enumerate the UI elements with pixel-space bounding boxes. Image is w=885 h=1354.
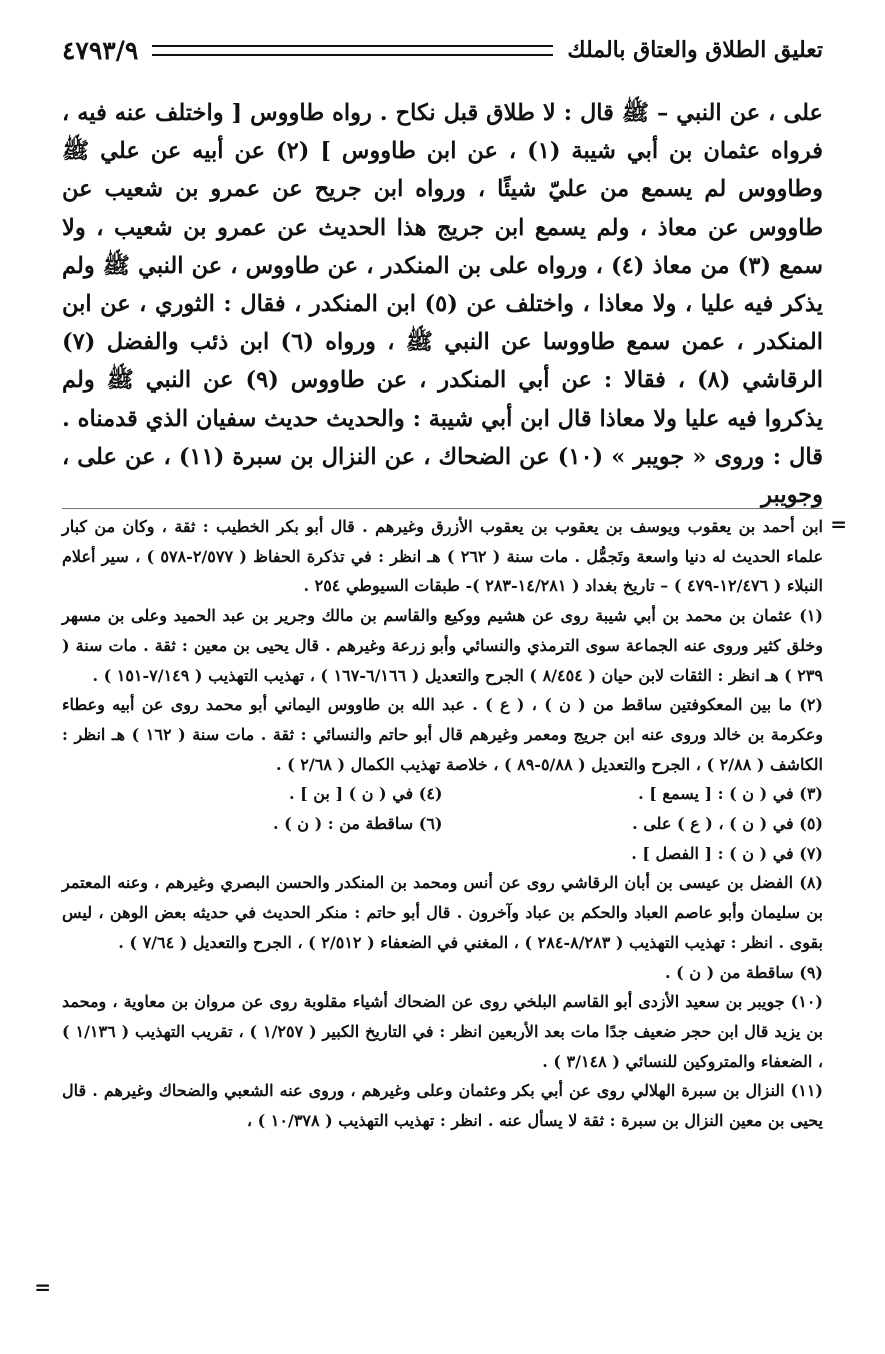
running-title: تعليق الطلاق والعتاق بالملك [567, 37, 823, 63]
footnote-9: (٩) ساقطة من ( ن ) . [664, 962, 823, 982]
footnote-1: (١) عثمان بن محمد بن أبي شيبة روى عن هشيم ووكيع والقاسم بن مالك وجرير بن عبد الحميد وعلى بن مسهر وخلق كثير وروى عنه الجماعة سوى الترمذي والنسائي وأبو زرعة وغيرهم . قال يحيى بن معين : ثقة . مات سنة ( ٢٣٩ ) هـ انظر : الثقات لابن حيان ( ٨/٤٥٤ ) الجرح والتعديل ( ٦/١٦٦-١٦٧ ) ، تهذيب التهذيب ( ٧/١٤٩-١٥١ ) . [62, 606, 823, 685]
main-paragraph: على ، عن النبي – ﷺ قال : لا طلاق قبل نكاح . رواه طاووس [ واختلف عنه فيه ، فرواه عثمان بن أبي شيبة (١) ، عن ابن طاووس ] (٢) عن أبيه عن علي ﷺ وطاووس لم يسمع من عليّ شيئًا ، ورواه ابن جريح عن عمرو بن شعيب عن طاووس عن معاذ ، ولم يسمع ابن جريج هذا الحديث عن عمرو بن شعيب ، ولا سمع (٣) من معاذ (٤) ، ورواه على بن المنكدر ، عن طاووس ، عن النبي ﷺ ولم يذكر فيه عليا ، ولا معاذا ، واختلف عن (٥) ابن المنكدر ، فقال : الثوري ، عن ابن المنكدر ، عمن سمع طاووسا عن النبي ﷺ ، ورواه (٦) ابن ذئب والفضل (٧) الرقاشي (٨) ، فقالا : عن أبي المنكدر ، عن طاووس (٩) عن النبي ﷺ ولم يذكروا فيه عليا ولا معاذا قال ابن أبي شيبة : والحديث حديث سفيان الذي قدمناه . قال : وروى « جويبر » (١٠) عن الضحاك ، عن النزال بن سبرة (١١) ، عن على ، وجويبر [62, 100, 824, 509]
footnote-4: (٤) في ( ن ) [ بن ] . [288, 784, 443, 804]
footnote-5: (٥) في ( ن ) ، ( ع ) على . [632, 814, 823, 834]
footnote-7: (٧) في ( ن ) : [ الفصل ] . [631, 843, 823, 863]
footnote-8: (٨) الفضل بن عيسى بن أبان الرقاشي روى عن أنس ومحمد بن المنكدر والحسن البصري وغيرهم ، وعنه المعتمر بن سليمان وأبو عاصم العباد والحكم بن عباد وآخرون . قال أبو حاتم : منكر الحديث في حديثه بعض الوهن ، ليس بقوى . انظر : تهذيب التهذيب ( ٨/٢٨٣-٢٨٤ ) ، المغني في الضعفاء ( ٢/٥١٢ ) ، الجرح والتعديل ( ٧/٦٤ ) . [62, 873, 823, 952]
page-number: ٤٧٩٣/٩ [62, 35, 139, 65]
footnote-3: (٣) في ( ن ) : [ يسمع ] . [638, 784, 823, 804]
page-header [62, 30, 823, 70]
header-rule [152, 45, 553, 56]
footnote-6: (٦) ساقطة من : ( ن ) . [273, 814, 443, 834]
continued-mark: = [830, 512, 847, 536]
main-text [62, 94, 823, 514]
footnote-2: (٢) ما بين المعكوفتين ساقط من ( ن ) ، ( ع ) . عبد الله بن طاووس اليماني أبو محمد روى عن أبيه وعطاء وعكرمة بن خالد وروى عنه ابن جريج ومعمر وغيرهم قال أبو حاتم والنسائي : ثقة . مات سنة ( ١٦٢ ) هـ انظر : الكاشف ( ٢/٨٨ ) ، الجرح والتعديل ( ٥/٨٨-٨٩ ) ، خلاصة تهذيب الكمال ( ٢/٦٨ ) . [62, 695, 823, 774]
footnote-row [62, 779, 823, 809]
footnotes [62, 512, 823, 1136]
footnote-continued: ابن أحمد بن يعقوب ويوسف بن يعقوب بن يعقوب الأزرق وغيرهم . قال أبو بكر الخطيب : ثقة ، وكان من كبار علماء الحديث له دنيا واسعة وتَجمُّل . مات سنة ( ٢٦٢ ) هـ انظر : في تذكرة الحفاظ ( ٢/٥٧٧-٥٧٨ ) ، سير أعلام النبلاء ( ١٢/٤٧٦-٤٧٩ ) – تاريخ بغداد ( ١٤/٢٨١-٢٨٣ )- طبقات السيوطي ٢٥٤ . [62, 517, 824, 596]
footnote-row [62, 809, 823, 839]
continues-mark: = [34, 1275, 51, 1299]
footnote-separator [62, 508, 823, 509]
footnote-row [62, 839, 823, 869]
footnote-10: (١٠) جويبر بن سعيد الأزدى أبو القاسم البلخي روى عن الضحاك أشياء مقلوبة روى عن مروان بن معاوية ، ومحمد بن يزيد قال ابن حجر ضعيف جدًا مات بعد الأربعين انظر : في التاريخ الكبير ( ١/٢٥٧ ) ، تقريب التهذيب ( ١/١٣٦ ) ، الضعفاء والمتروكين للنسائي ( ٣/١٤٨ ) . [62, 992, 823, 1071]
footnote-11: (١١) النزال بن سبرة الهلالي روى عن أبي بكر وعثمان وعلى وغيرهم ، وروى عنه الشعبي والضحاك وغيرهم . قال يحيى بن معين النزال بن سبرة : ثقة لا يسأل عنه . انظر : تهذيب التهذيب ( ١٠/٣٧٨ ) ، [62, 1081, 823, 1131]
